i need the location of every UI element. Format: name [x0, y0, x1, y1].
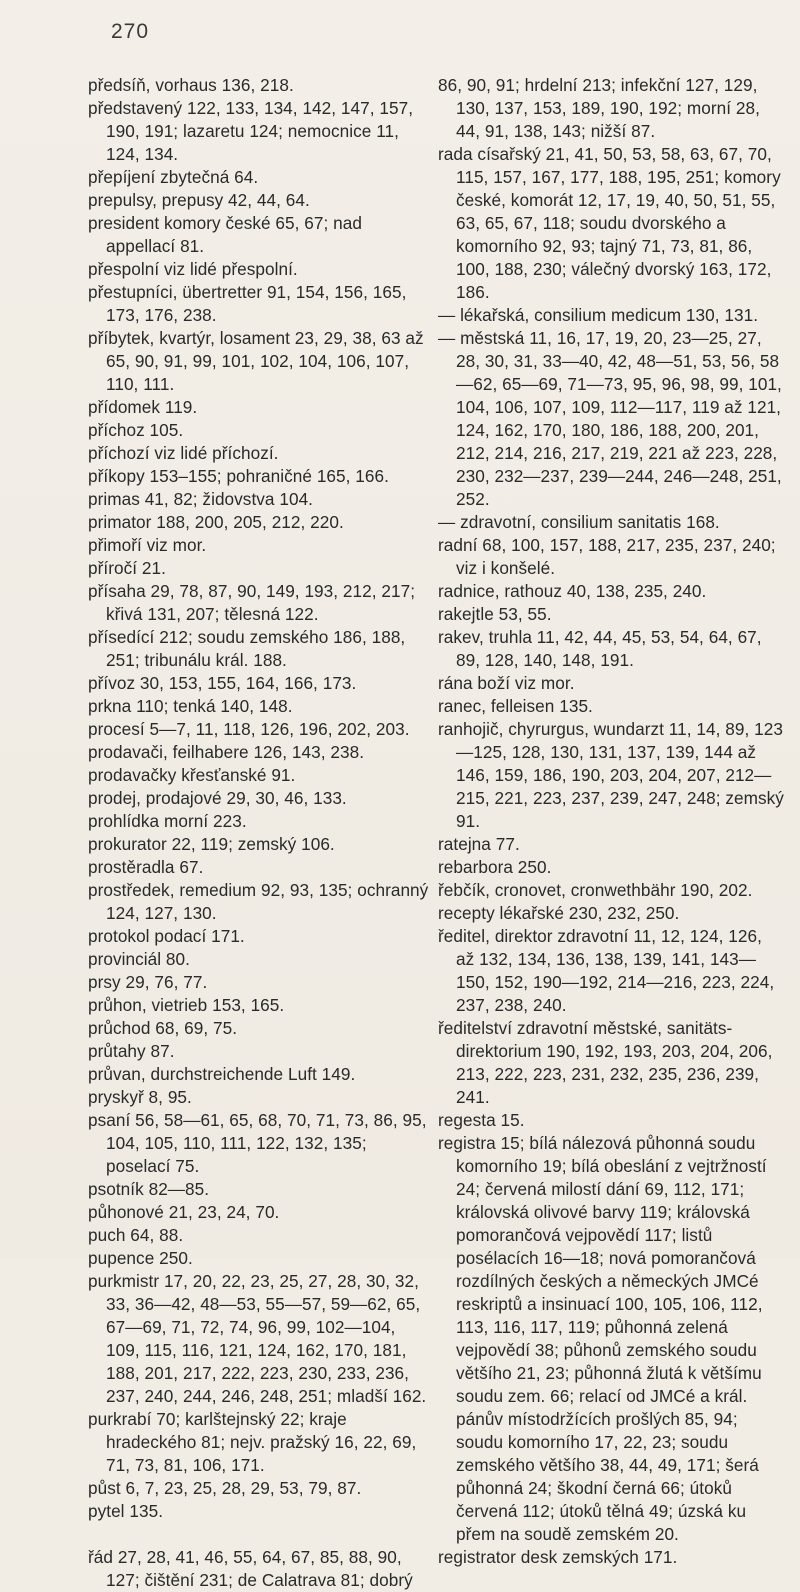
- index-entry: příchoz 105.: [88, 420, 184, 440]
- index-entry: regesta 15.: [438, 1110, 525, 1130]
- index-entry: rada císařský 21, 41, 50, 53, 58, 63, 67, 70, 115, 157, 167, 177, 188, 195, 251; komory české, komorát 12, 17, 19, 40, 50, 51, 55, 63, 65, 67, 118; soudu dvorského a komorního 92, 93; tajný 71, 73, 81, 86, 100, 188, 230; válečný dvorský 163, 172, 186.: [438, 144, 781, 302]
- index-entry: průchod 68, 69, 75.: [88, 1018, 238, 1038]
- index-entry: rebarbora 250.: [438, 857, 552, 877]
- index-entry: — zdravotní, consilium sanitatis 168.: [438, 512, 720, 532]
- index-entry: ranec, felleisen 135.: [438, 696, 593, 716]
- index-entry: ranhojič, chyrurgus, wundarzt 11, 14, 89, 123—125, 128, 130, 131, 137, 139, 144 až 146, 159, 186, 190, 203, 204, 207, 212—215, 221, 223, 237, 239, 247, 248; zemský 91.: [438, 719, 784, 831]
- index-entry: prodavači, feilhabere 126, 143, 238.: [88, 742, 365, 762]
- index-entry: puch 64, 88.: [88, 1225, 184, 1245]
- index-entry: ředitelství zdravotní městské, sanitäts-direktorium 190, 192, 193, 203, 204, 206, 213, 222, 223, 231, 232, 235, 236, 239, 241.: [438, 1018, 773, 1107]
- index-entry: přepíjení zbytečná 64.: [88, 167, 259, 187]
- index-entry: radnice, rathouz 40, 138, 235, 240.: [438, 581, 707, 601]
- index-entry: ředitel, direktor zdravotní 11, 12, 124, 126, až 132, 134, 136, 138, 139, 141, 143—150, 152, 190—192, 214—216, 223, 224, 237, 238, 240.: [438, 926, 775, 1015]
- index-entry: průhon, vietrieb 153, 165.: [88, 995, 285, 1015]
- index-entry: radní 68, 100, 157, 188, 217, 235, 237, 240; viz i konšelé.: [438, 535, 776, 578]
- index-entry: přísedící 212; soudu zemského 186, 188, 251; tribunálu král. 188.: [88, 627, 406, 670]
- index-entry: přestupníci, übertretter 91, 154, 156, 165, 173, 176, 238.: [88, 282, 407, 325]
- index-entry: ratejna 77.: [438, 834, 520, 854]
- index-entry: rakev, truhla 11, 42, 44, 45, 53, 54, 64, 67, 89, 128, 140, 148, 191.: [438, 627, 762, 670]
- index-entry: pupence 250.: [88, 1248, 193, 1268]
- index-entry: psaní 56, 58—61, 65, 68, 70, 71, 73, 86, 95, 104, 105, 110, 111, 122, 132, 135; poselací 75.: [88, 1110, 427, 1176]
- index-entry: primator 188, 200, 205, 212, 220.: [88, 512, 344, 532]
- index-entry: příročí 21.: [88, 558, 166, 578]
- index-entry: příchozí viz lidé příchozí.: [88, 443, 279, 463]
- index-entry: prodej, prodajové 29, 30, 46, 133.: [88, 788, 347, 808]
- index-entry: průtahy 87.: [88, 1041, 175, 1061]
- index-entry: — městská 11, 16, 17, 19, 20, 23—25, 27, 28, 30, 31, 33—40, 42, 48—51, 53, 56, 58—62, 65—69, 71—73, 95, 96, 98, 99, 101, 104, 106, 107, 109, 112—117, 119 až 121, 124, 162, 170, 180, 186, 188, 200, 201, 212, 214, 216, 217, 219, 221 až 223, 228, 230, 232—237, 239—244, 246—248, 251, 252.: [438, 328, 782, 509]
- index-entry: procesí 5—7, 11, 118, 126, 196, 202, 203.: [88, 719, 410, 739]
- index-entry: president komory české 65, 67; nad appellací 81.: [88, 213, 362, 256]
- index-entry: půhonové 21, 23, 24, 70.: [88, 1202, 280, 1222]
- index-entry: — lékařská, consilium medicum 130, 131.: [438, 305, 759, 325]
- index-entry: půst 6, 7, 23, 25, 28, 29, 53, 79, 87.: [88, 1478, 362, 1498]
- index-entry: primas 41, 82; židovstva 104.: [88, 489, 314, 509]
- index-entry: přívoz 30, 153, 155, 164, 166, 173.: [88, 673, 357, 693]
- index-entry: přimoří viz mor.: [88, 535, 207, 555]
- index-column-left: [88, 74, 431, 1592]
- index-entry: řebčík, cronovet, cronwethbähr 190, 202.: [438, 880, 753, 900]
- index-entry: přísaha 29, 78, 87, 90, 149, 193, 212, 217; křivá 131, 207; tělesná 122.: [88, 581, 416, 624]
- index-entry: purkrabí 70; karlštejnský 22; kraje hradeckého 81; nejv. pražský 16, 22, 69, 71, 73, 81, 106, 171.: [88, 1409, 417, 1475]
- index-entry: prokurator 22, 119; zemský 106.: [88, 834, 335, 854]
- index-entry: příkopy 153–155; pohraničné 165, 166.: [88, 466, 389, 486]
- index-entry: prostěradla 67.: [88, 857, 204, 877]
- index-column-right: [438, 74, 784, 1569]
- index-entry: přídomek 119.: [88, 397, 198, 417]
- index-entry: přespolní viz lidé přespolní.: [88, 259, 298, 279]
- index-entry: prodavačky křesťanské 91.: [88, 765, 296, 785]
- index-entry: prkna 110; tenká 140, 148.: [88, 696, 293, 716]
- index-entry: protokol podací 171.: [88, 926, 245, 946]
- index-entry: pryskyř 8, 95.: [88, 1087, 192, 1107]
- index-entry: pytel 135.: [88, 1501, 164, 1521]
- index-entry: rakejtle 53, 55.: [438, 604, 552, 624]
- index-entry: provinciál 80.: [88, 949, 190, 969]
- index-entry: psotník 82—85.: [88, 1179, 210, 1199]
- index-entry: prohlídka morní 223.: [88, 811, 247, 831]
- index-entry: řád 27, 28, 41, 46, 55, 64, 67, 85, 88, 90, 127; čištění 231; de Calatrava 81; dobrý: [88, 1547, 413, 1590]
- index-entry: předsíň, vorhaus 136, 218.: [88, 75, 294, 95]
- index-entry: purkmistr 17, 20, 22, 23, 25, 27, 28, 30, 32, 33, 36—42, 48—53, 55—57, 59—62, 65, 67—69, 71, 72, 74, 96, 99, 102—104, 109, 115, 116, 121, 124, 162, 170, 181, 188, 201, 217, 222, 223, 230, 233, 236, 237, 240, 244, 246, 248, 251; mladší 162.: [88, 1271, 427, 1406]
- index-entry: prostředek, remedium 92, 93, 135; ochranný 124, 127, 130.: [88, 880, 429, 923]
- index-entry: registrator desk zemských 171.: [438, 1547, 678, 1567]
- index-entry: průvan, durchstreichende Luft 149.: [88, 1064, 356, 1084]
- page-number: 270: [111, 20, 150, 43]
- index-entry: registra 15; bílá nálezová půhonná soudu komorního 19; bílá obeslání z vejtržností 24; červená milostí dání 69, 112, 171; královská olivové barvy 119; královská pomorančová vejpovědí 117; listů posélacích 16—18; nová pomorančová rozdílných českých a německých JMCé reskriptů a insinuací 100, 105, 106, 112, 113, 116, 117, 119; půhonná zelená vejpovědí 38; půhonů zemského soudu většího 21, 23; půhonná žlutá k většímu soudu zem. 66; relací od JMCé a král. pánův místodržících prošlých 85, 94; soudu komorního 17, 22, 23; soudu zemského většího 38, 44, 49, 171; šerá půhonná 24; škodní černá 66; útoků červená 112; útoků tělná 49; úzská ku přem na soudě zemském 20.: [438, 1133, 767, 1544]
- index-entry: rána boží viz mor.: [438, 673, 575, 693]
- index-entry: představený 122, 133, 134, 142, 147, 157, 190, 191; lazaretu 124; nemocnice 11, 124, 134.: [88, 98, 414, 164]
- index-entry: prsy 29, 76, 77.: [88, 972, 208, 992]
- index-entry: příbytek, kvartýr, losament 23, 29, 38, 63 až 65, 90, 91, 99, 101, 102, 104, 106, 107, 110, 111.: [88, 328, 424, 394]
- index-entry: prepulsy, prepusy 42, 44, 64.: [88, 190, 310, 210]
- index-entry: recepty lékařské 230, 232, 250.: [438, 903, 680, 923]
- index-entry: 86, 90, 91; hrdelní 213; infekční 127, 129, 130, 137, 153, 189, 190, 192; morní 28, 44, 91, 138, 143; nižší 87.: [438, 75, 760, 141]
